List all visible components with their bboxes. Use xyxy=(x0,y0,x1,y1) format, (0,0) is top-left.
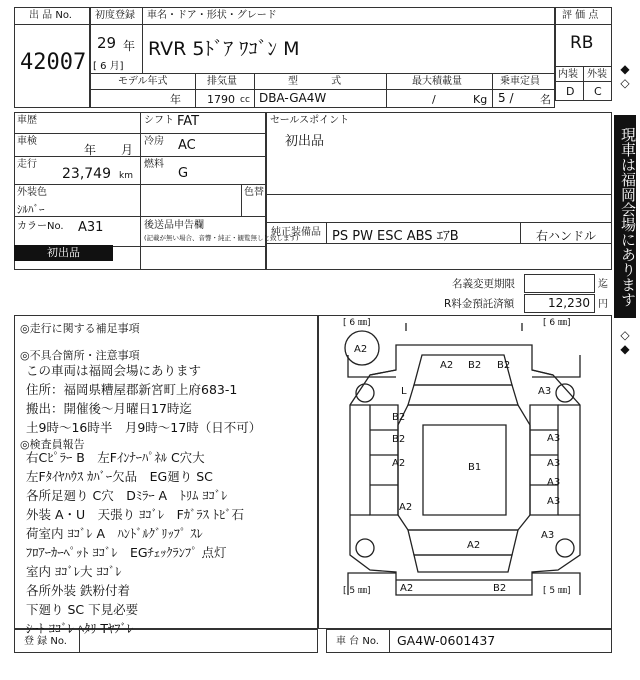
model-year-label: モデル年式 xyxy=(118,76,168,87)
exterior-grade: C xyxy=(594,85,602,98)
mark-roof: B1 xyxy=(468,462,482,473)
defect-line: 搬出：開催後～月曜日17時迄 xyxy=(26,401,192,416)
first-registration-month: [ 6 月] xyxy=(93,61,124,72)
inspector-header: ◎検査員報告 xyxy=(20,438,85,451)
mileage-label: 走行 xyxy=(17,159,37,170)
banner-top-marks: ◆◇ xyxy=(620,62,630,90)
capacity: 5 / xyxy=(498,91,514,105)
first-listing-tag: 初出品 xyxy=(14,245,113,261)
mark-rear-right: A3 xyxy=(541,530,555,541)
displacement: 1790 xyxy=(207,93,235,106)
driving-notes-header: ◎走行に関する補足事項 xyxy=(20,322,140,335)
ac-value: AC xyxy=(178,138,196,153)
history-label: 車歴 xyxy=(17,115,37,126)
tire-depth-front-left: [ 6 ㎜] xyxy=(343,318,371,328)
color-no-label: カラーNo. xyxy=(17,221,64,232)
displacement-label: 排気量 xyxy=(207,76,237,87)
mark-front-right: A3 xyxy=(538,386,552,397)
mark-right-1: A3 xyxy=(547,433,561,444)
type-code: DBA-GA4W xyxy=(259,91,327,105)
location-banner: 現車は福岡会場にあります xyxy=(614,115,636,318)
lot-number: 42007 xyxy=(20,50,87,75)
tire-depth-rear-right: [ 5 ㎜] xyxy=(543,586,571,596)
fuel-value: G xyxy=(178,166,189,181)
inspection-year-unit: 年 xyxy=(84,143,97,157)
inspector-line: 各所外装 鉄粉付着 xyxy=(26,583,130,598)
mark-trunk: A2 xyxy=(467,540,481,551)
load-slash: / xyxy=(432,93,436,106)
mark-spare: A2 xyxy=(354,344,368,355)
inspector-line: 外装 A・U 天張り ﾖｺﾞﾚ Fｶﾞﾗｽ ﾄﾋﾞ石 xyxy=(26,507,245,522)
inspector-line: ﾌﾛｱｰｶｰﾍﾟｯﾄ ﾖｺﾞﾚ EGﾁｪｯｸﾗﾝﾌﾟ 点灯 xyxy=(26,545,227,560)
grade-score: RB xyxy=(570,33,594,53)
exterior-color-label: 外装色 xyxy=(17,187,47,198)
inspector-line: ｼｰﾄ ﾖｺﾞﾚ ﾍﾀﾘ Tﾔﾌﾞﾚ xyxy=(26,621,134,636)
color-change-label: 色替 xyxy=(244,187,264,198)
ac-label: 冷房 xyxy=(144,136,164,147)
max-load-label: 最大積載量 xyxy=(412,76,462,87)
sales-point-label: セールスポイント xyxy=(270,115,350,126)
recycle-amount: 12,230 xyxy=(548,296,590,310)
exterior-label: 外装 xyxy=(587,69,607,80)
defect-line: この車両は福岡会場にあります xyxy=(26,363,202,378)
mark-left-1: B2 xyxy=(392,412,406,423)
mark-left-3: A2 xyxy=(392,458,406,469)
recycle-unit: 円 xyxy=(598,299,608,310)
mileage-value: 23,749 xyxy=(62,166,111,182)
first-registration-label: 初度登録 xyxy=(95,10,135,21)
shift-value: FAT xyxy=(177,114,200,129)
aftermarket-label: 後送品申告欄 xyxy=(144,220,204,231)
model-year-suffix: 年 xyxy=(170,93,181,106)
kg-unit: Kg xyxy=(473,93,488,106)
fuel-label: 燃料 xyxy=(144,159,164,170)
mark-front-left: L xyxy=(401,386,407,397)
name-change-label: 名義変更期限 xyxy=(452,278,515,290)
inspection-label: 車検 xyxy=(17,136,37,147)
steering: 右ハンドル xyxy=(536,229,597,243)
chassis-label: 車 台 No. xyxy=(336,636,379,647)
inspector-list xyxy=(26,448,244,638)
car-diagram xyxy=(318,315,612,629)
cc-unit: cc xyxy=(240,95,250,105)
mark-hood-1: A2 xyxy=(440,360,454,371)
mark-left-2: B2 xyxy=(392,434,406,445)
inspector-line: 室内 ﾖｺﾞﾚ大 ﾖｺﾞﾚ xyxy=(26,564,122,579)
name-change-box xyxy=(524,274,595,293)
exterior-color: ｼﾙﾊﾞｰ xyxy=(17,203,45,216)
mark-rear-bumper-2: B2 xyxy=(493,583,507,594)
car-name: RVR 5ﾄﾞｱ ﾜｺﾞﾝ M xyxy=(148,38,300,60)
aftermarket-note: (記載が無い場合、音響・純正・観覧無しと致します) xyxy=(144,234,299,242)
mark-hood-3: B2 xyxy=(497,360,511,371)
mark-rear-left: A2 xyxy=(399,502,413,513)
defects-header: ◎不具合箇所・注意事項 xyxy=(20,349,140,362)
mark-right-2: A3 xyxy=(547,458,561,469)
sales-point: 初出品 xyxy=(285,134,325,149)
inspector-line: 下廻り SC 下見必要 xyxy=(26,602,139,617)
km-unit: km xyxy=(119,171,133,181)
first-registration-year: 29 xyxy=(97,34,117,52)
interior-grade: D xyxy=(566,85,575,98)
shift-label: シフト xyxy=(144,115,174,126)
grade-label: 評 価 点 xyxy=(562,10,599,21)
color-no: A31 xyxy=(78,220,104,235)
inspector-line: 左Fﾀｲﾔﾊｳｽ ｶﾊﾞｰ欠品 EG廻り SC xyxy=(26,469,213,484)
tire-depth-front-right: [ 6 ㎜] xyxy=(543,318,571,328)
inspector-line: 荷室内 ﾖｺﾞﾚ A ﾊﾝﾄﾞﾙｸﾞﾘｯﾌﾟ ｽﾚ xyxy=(26,526,203,541)
recycle-label: R料金預託済額 xyxy=(444,298,515,310)
mark-rear-bumper-1: A2 xyxy=(400,583,414,594)
defect-line: 住所：福岡県糟屋郡新宮町上府683-1 xyxy=(26,382,238,397)
mark-right-3: A3 xyxy=(547,477,561,488)
defects-list xyxy=(26,361,261,437)
capacity-unit: 名 xyxy=(540,93,551,106)
mark-hood-2: B2 xyxy=(468,360,482,371)
tire-depth-rear-left: [ 5 ㎜] xyxy=(343,586,371,596)
year-unit: 年 xyxy=(123,39,136,53)
equipment: PS PW ESC ABS ｴｱB xyxy=(332,229,459,244)
lot-number-label: 出 品 No. xyxy=(29,10,72,21)
inspector-line: 各所足廻り C穴 Dﾐﾗｰ A ﾄﾘﾑ ﾖｺﾞﾚ xyxy=(26,488,228,503)
mark-right-4: A3 xyxy=(547,496,561,507)
registration-label: 登 録 No. xyxy=(24,636,67,647)
equipment-label: 純正装備品 xyxy=(271,227,321,238)
name-change-unit: 迄 xyxy=(598,279,608,290)
inspection-month-unit: 月 xyxy=(121,143,134,157)
banner-bottom-marks: ◇◆ xyxy=(620,328,630,356)
inspector-line: 右Cﾋﾟﾗｰ B 左Fｲﾝﾅｰﾊﾟﾈﾙ C穴大 xyxy=(26,450,205,465)
defect-line: 土9時～16時半 月9時～17時（日不可） xyxy=(26,420,262,435)
capacity-label: 乗車定員 xyxy=(500,76,540,87)
interior-label: 内装 xyxy=(558,69,578,80)
type-label: 型 式 xyxy=(288,76,342,87)
chassis-number: GA4W-0601437 xyxy=(397,633,496,648)
car-name-label: 車名・ドア・形状・グレード xyxy=(147,10,277,21)
